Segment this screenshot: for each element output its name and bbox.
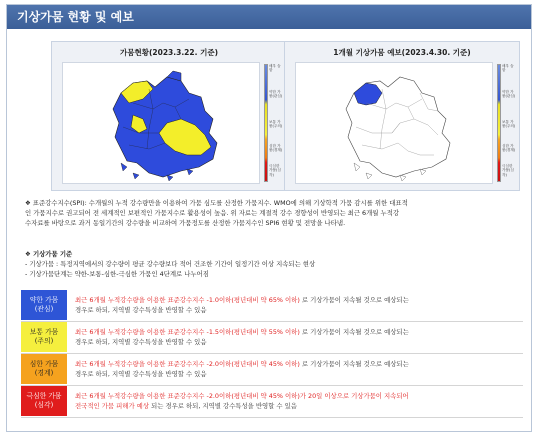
level-description: 최근 6개월 누적강수량을 이용한 표준강수지수 -1.0이하(평년대비 약 65% 이하) 로 기상가뭄이 지속될 것으로 예상되는 경우로 하되, 지역별 강수특성을 반영할 수 있음: [75, 296, 409, 314]
table-row: [21, 290, 523, 322]
korea-map: [63, 63, 259, 183]
legend: [264, 64, 284, 182]
legend-label: 심한 가뭄(경계): [269, 144, 283, 153]
criteria-heading: ❖ 기상가뭄 기준: [25, 250, 73, 258]
current-drought-map[interactable]: [62, 62, 260, 184]
forecast-drought-map[interactable]: [295, 62, 493, 184]
page-title: 기상가뭄 현황 및 예보: [7, 5, 531, 29]
level-description: 최근 6개월 누적강수량을 이용한 표준강수지수 -2.0이하(평년대비 약 45% 이하) 로 기상가뭄이 지속될 것으로 예상되는 경우로 하되, 지역별 강수특성을 반영할 수 있음: [75, 360, 409, 378]
table-row: [21, 386, 523, 418]
panel-title: 1개월 기상가뭄 예보(2023.4.30. 기준): [333, 48, 471, 57]
bullet-icon: ❖: [25, 199, 31, 207]
forecast-drought-panel: [284, 41, 520, 191]
drought-level-table: [21, 290, 523, 418]
legend-label: 약한 가뭄(관심): [502, 90, 516, 99]
table-row: [21, 354, 523, 386]
legend-label: 매우 습함: [502, 64, 514, 73]
legend-label: 보통 가뭄(주의): [269, 120, 283, 129]
legend-label: 보통 가뭄(주의): [502, 120, 516, 129]
current-drought-panel: [51, 41, 287, 191]
criteria-item: - 기상가뭄단계는 약한-보통-심한-극심한 가뭄인 4단계로 나누어짐: [25, 270, 209, 278]
level-badge: 보통 가뭄 (주의): [21, 322, 67, 352]
level-description: 최근 6개월 누적강수량을 이용한 표준강수지수 -2.0이하(평년대비 약 45% 이하)가 20일 이상으로 기상가뭄이 지속되어 전국적인 가뭄 피해가 예상 되는 경우로 하되, 지역별 강수특성을 반영할 수 있음: [75, 392, 409, 410]
description-line: 인 가뭄지수로 권고되어 전 세계적인 보편적인 가뭄지수로 활용성이 높음. 위 자료는 계절적 강수 경향성이 반영되는 최근 6개월 누적강: [25, 209, 399, 217]
drought-report: [6, 4, 532, 432]
level-badge: 약한 가뭄 (관심): [21, 290, 67, 320]
level-badge: 극심한 가뭄 (심각): [21, 386, 67, 416]
legend-label: 매우 습함: [269, 64, 281, 73]
level-description: 최근 6개월 누적강수량을 이용한 표준강수지수 -1.5이하(평년대비 약 55% 이하) 로 기상가뭄이 지속될 것으로 예상되는 경우로 하되, 지역별 강수특성을 반영할 수 있음: [75, 328, 409, 346]
legend-label: 극심한 가뭄(심각): [502, 164, 514, 177]
table-row: [21, 322, 523, 354]
legend-color-bar: [264, 64, 268, 182]
korea-map: [296, 63, 492, 183]
panel-title: 가뭄현황(2023.3.22. 기준): [119, 48, 218, 57]
spi-description: [25, 198, 523, 228]
description-line: ❖ 표준강수지수(SPI): 수개월의 누적 강수량만을 이용하여 가뭄 심도를 산정한 가뭄지수. WMO에 의해 기상학적 가뭄 감시를 위한 대표적: [25, 199, 408, 207]
legend: [497, 64, 517, 182]
legend-label: 극심한 가뭄(심각): [269, 164, 281, 177]
legend-label: 약한 가뭄(관심): [269, 90, 283, 99]
legend-label: 심한 가뭄(경계): [502, 144, 516, 153]
level-badge: 심한 가뭄 (경계): [21, 354, 67, 384]
criteria-item: - 기상가뭄 : 특정지역에서의 강수량이 평균 강수량보다 적어 건조한 기간이 일정기간 이상 지속되는 현상: [25, 260, 316, 268]
drought-criteria: [25, 249, 523, 279]
description-line: 수자료를 바탕으로 과거 동일기간의 강수량을 비교하여 가뭄정도를 산정한 가뭄지수인 SPI6 현황 및 전망을 나타냄.: [25, 219, 346, 227]
legend-color-bar: [497, 64, 501, 182]
